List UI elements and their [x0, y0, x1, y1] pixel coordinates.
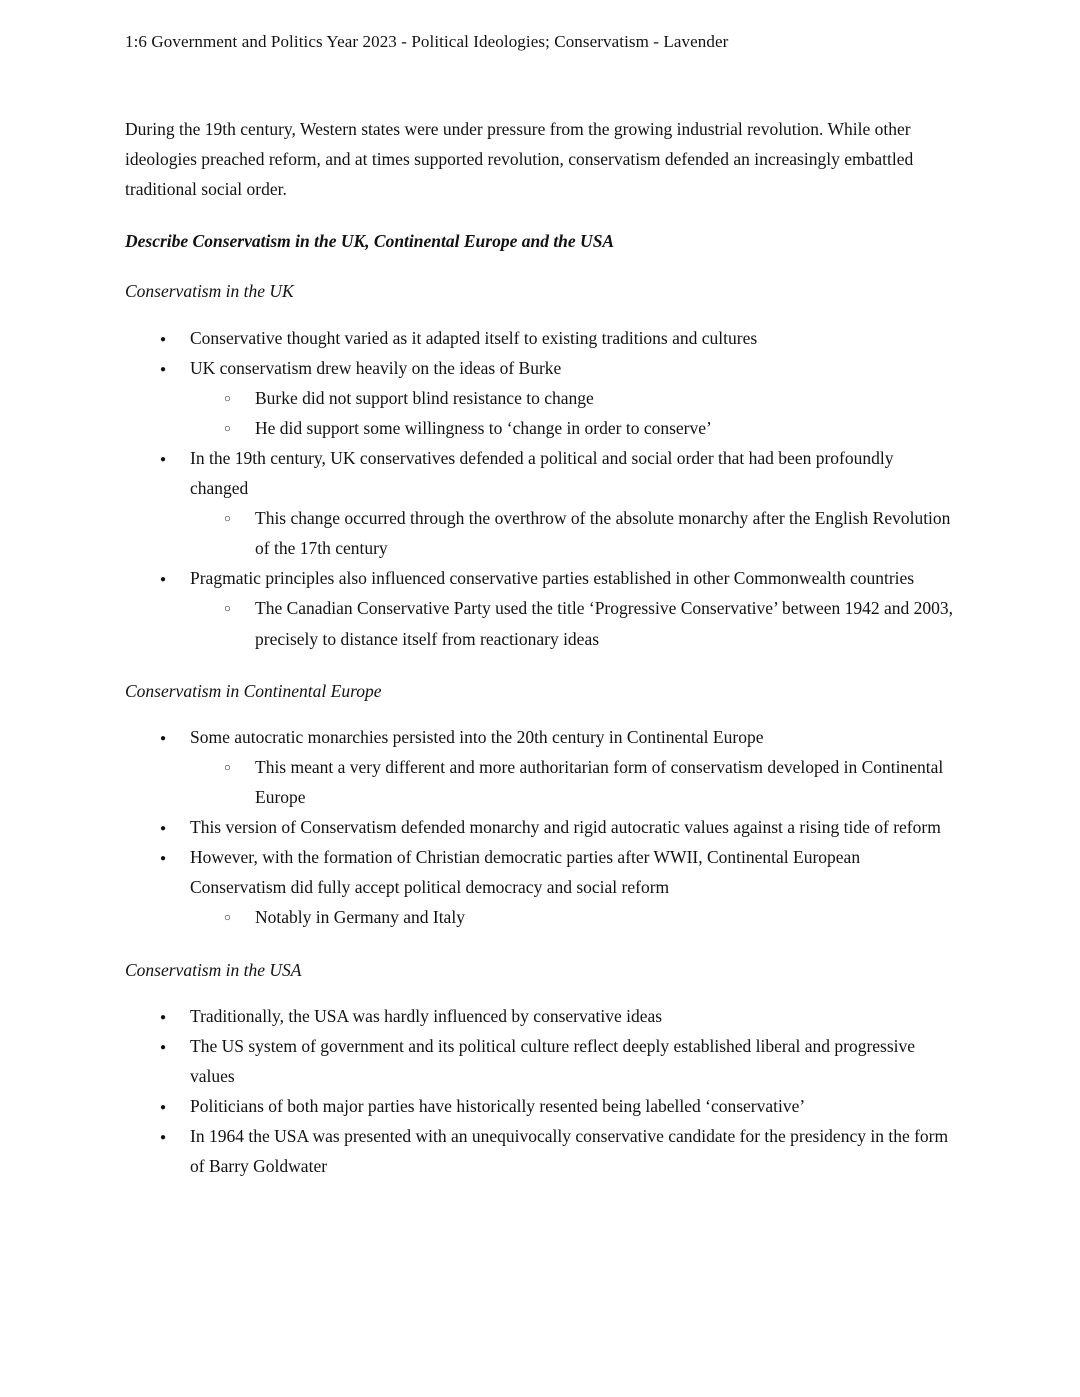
- intro-paragraph: During the 19th century, Western states were under pressure from the growing industrial revolution. While other ideologies preached reform, and at times supported revolution, conservatism defended an increasingly embattled traditional social order.: [125, 118, 914, 199]
- list-item: ● Traditionally, the USA was hardly influenced by conservative ideas: [125, 1001, 955, 1031]
- list-item: ● Some autocratic monarchies persisted into the 20th century in Continental Europe: [125, 722, 955, 752]
- list-item: ● UK conservatism drew heavily on the ideas of Burke: [125, 353, 955, 383]
- list-item: ● In the 19th century, UK conservatives defended a political and social order that had been profoundly changed: [125, 443, 955, 503]
- sub-list-item: ○ This meant a very different and more authoritarian form of conservatism developed in Continental Europe: [125, 752, 955, 812]
- bullet-list: [125, 323, 955, 654]
- section-title: Conservatism in the UK: [125, 281, 294, 302]
- sub-list-item: ○ Burke did not support blind resistance to change: [125, 383, 955, 413]
- document-body: [125, 114, 955, 1182]
- header-title: 1:6 Government and Politics Year 2023 - Political Ideologies; Conservatism - Lavender: [125, 32, 729, 51]
- list-item: ● However, with the formation of Christian democratic parties after WWII, Continental European Conservatism did fully accept political democracy and social reform: [125, 842, 955, 902]
- section-title: Conservatism in Continental Europe: [125, 680, 382, 701]
- sub-list-item: ○ The Canadian Conservative Party used the title ‘Progressive Conservative’ between 1942 and 2003, precisely to distance itself from reactionary ideas: [125, 593, 955, 653]
- document-header: [125, 30, 955, 54]
- list-item: ● The US system of government and its political culture reflect deeply established liberal and progressive values: [125, 1031, 955, 1091]
- main-heading: Describe Conservatism in the UK, Continental Europe and the USA: [125, 231, 615, 252]
- bullet-list: [125, 722, 955, 933]
- bullet-list: [125, 1001, 955, 1182]
- list-item: ● Pragmatic principles also influenced conservative parties established in other Commonwealth countries: [125, 563, 955, 593]
- section: [125, 678, 955, 933]
- section: [125, 957, 955, 1182]
- list-item: ● In 1964 the USA was presented with an unequivocally conservative candidate for the presidency in the form of Barry Goldwater: [125, 1121, 955, 1181]
- section: [125, 278, 955, 653]
- section-title: Conservatism in the USA: [125, 959, 302, 980]
- list-item: ● Conservative thought varied as it adapted itself to existing traditions and cultures: [125, 323, 955, 353]
- sub-list-item: ○ This change occurred through the overthrow of the absolute monarchy after the English Revolution of the 17th century: [125, 503, 955, 563]
- list-item: ● Politicians of both major parties have historically resented being labelled ‘conservative’: [125, 1091, 955, 1121]
- list-item: ● This version of Conservatism defended monarchy and rigid autocratic values against a rising tide of reform: [125, 812, 955, 842]
- sub-list-item: ○ Notably in Germany and Italy: [125, 902, 955, 932]
- sub-list-item: ○ He did support some willingness to ‘change in order to conserve’: [125, 413, 955, 443]
- sections-container: [125, 278, 955, 1181]
